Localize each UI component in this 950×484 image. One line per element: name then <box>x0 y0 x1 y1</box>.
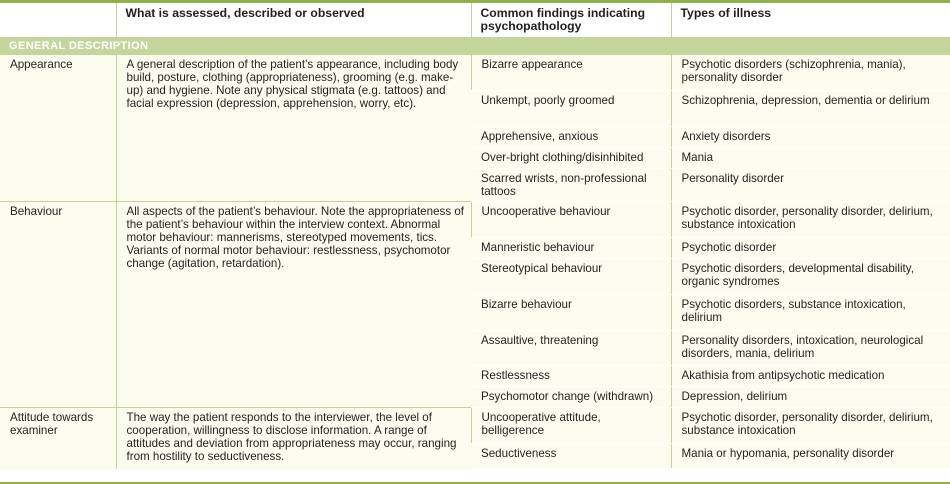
finding-cell: Manneristic behaviour <box>471 238 671 259</box>
finding-cell: Scarred wrists, non-professional tattoos <box>471 169 671 202</box>
mental-state-table <box>0 3 950 469</box>
illness-cell: Akathisia from antipsychotic medication <box>671 366 950 387</box>
illness-cell: Psychotic disorder <box>671 238 950 259</box>
description-text: All aspects of the patient’s behaviour. Note the appropriateness of the patient’s behaviour within the interview context. Abnormal motor behaviour: mannerisms, stereotyped movements, tics. <box>126 205 465 244</box>
table-row <box>0 55 950 91</box>
illness-cell: Depression, delirium <box>671 387 950 408</box>
group-label: Appearance <box>0 55 116 202</box>
illness-cell: Psychotic disorder, personality disorder, delirium, substance intoxication <box>671 408 950 444</box>
illness-cell: Personality disorders, intoxication, neurological disorders, mania, delirium <box>671 331 950 366</box>
group-label: Attitude towards examiner <box>0 408 116 469</box>
finding-cell: Bizarre appearance <box>471 55 671 91</box>
section-row <box>0 37 950 55</box>
illness-cell: Schizophrenia, depression, dementia or delirium <box>671 91 950 127</box>
table-row <box>0 202 950 238</box>
finding-cell: Restlessness <box>471 366 671 387</box>
illness-cell: Psychotic disorders (schizophrenia, mania), personality disorder <box>671 55 950 91</box>
illness-cell: Mania or hypomania, personality disorder <box>671 444 950 469</box>
group-description: The way the patient responds to the interviewer, the level of cooperation, willingness to disclose information. A range of attitudes and deviation from appropriateness may occur, ranging from hostility to seductiveness. <box>116 408 471 469</box>
finding-cell: Stereotypical behaviour <box>471 259 671 295</box>
header-findings: Common findings indicating psychopathology <box>471 3 671 37</box>
finding-cell: Psychomotor change (withdrawn) <box>471 387 671 408</box>
finding-cell: Unkempt, poorly groomed <box>471 91 671 127</box>
header-illness: Types of illness <box>671 3 950 37</box>
illness-cell: Anxiety disorders <box>671 127 950 148</box>
group-label: Behaviour <box>0 202 116 408</box>
table-row <box>0 408 950 444</box>
finding-cell: Seductiveness <box>471 444 671 469</box>
illness-cell: Psychotic disorder, personality disorder, delirium, substance intoxication <box>671 202 950 238</box>
finding-cell: Apprehensive, anxious <box>471 127 671 148</box>
finding-cell: Assaultive, threatening <box>471 331 671 366</box>
description-text: Variants of normal motor behaviour: restlessness, psychomotor change (agitation, retardation). <box>126 244 451 270</box>
header-assessed: What is assessed, described or observed <box>116 3 471 37</box>
finding-cell: Uncooperative behaviour <box>471 202 671 238</box>
finding-cell: Uncooperative attitude, belligerence <box>471 408 671 444</box>
group-description <box>116 202 471 408</box>
illness-cell: Psychotic disorders, substance intoxication, delirium <box>671 295 950 331</box>
header-row <box>0 3 950 37</box>
section-title: GENERAL DESCRIPTION <box>0 37 950 55</box>
illness-cell: Personality disorder <box>671 169 950 202</box>
group-description: A general description of the patient’s appearance, including body build, posture, clothing (appropriateness), grooming (e.g. make-up) and hygiene. Note any physical stigmata (e.g. tattoos) and facial expression (depression, apprehension, worry, etc). <box>116 55 471 202</box>
illness-cell: Mania <box>671 148 950 169</box>
finding-cell: Bizarre behaviour <box>471 295 671 331</box>
finding-cell: Over-bright clothing/disinhibited <box>471 148 671 169</box>
illness-cell: Psychotic disorders, developmental disability, organic syndromes <box>671 259 950 295</box>
header-label <box>0 3 116 37</box>
